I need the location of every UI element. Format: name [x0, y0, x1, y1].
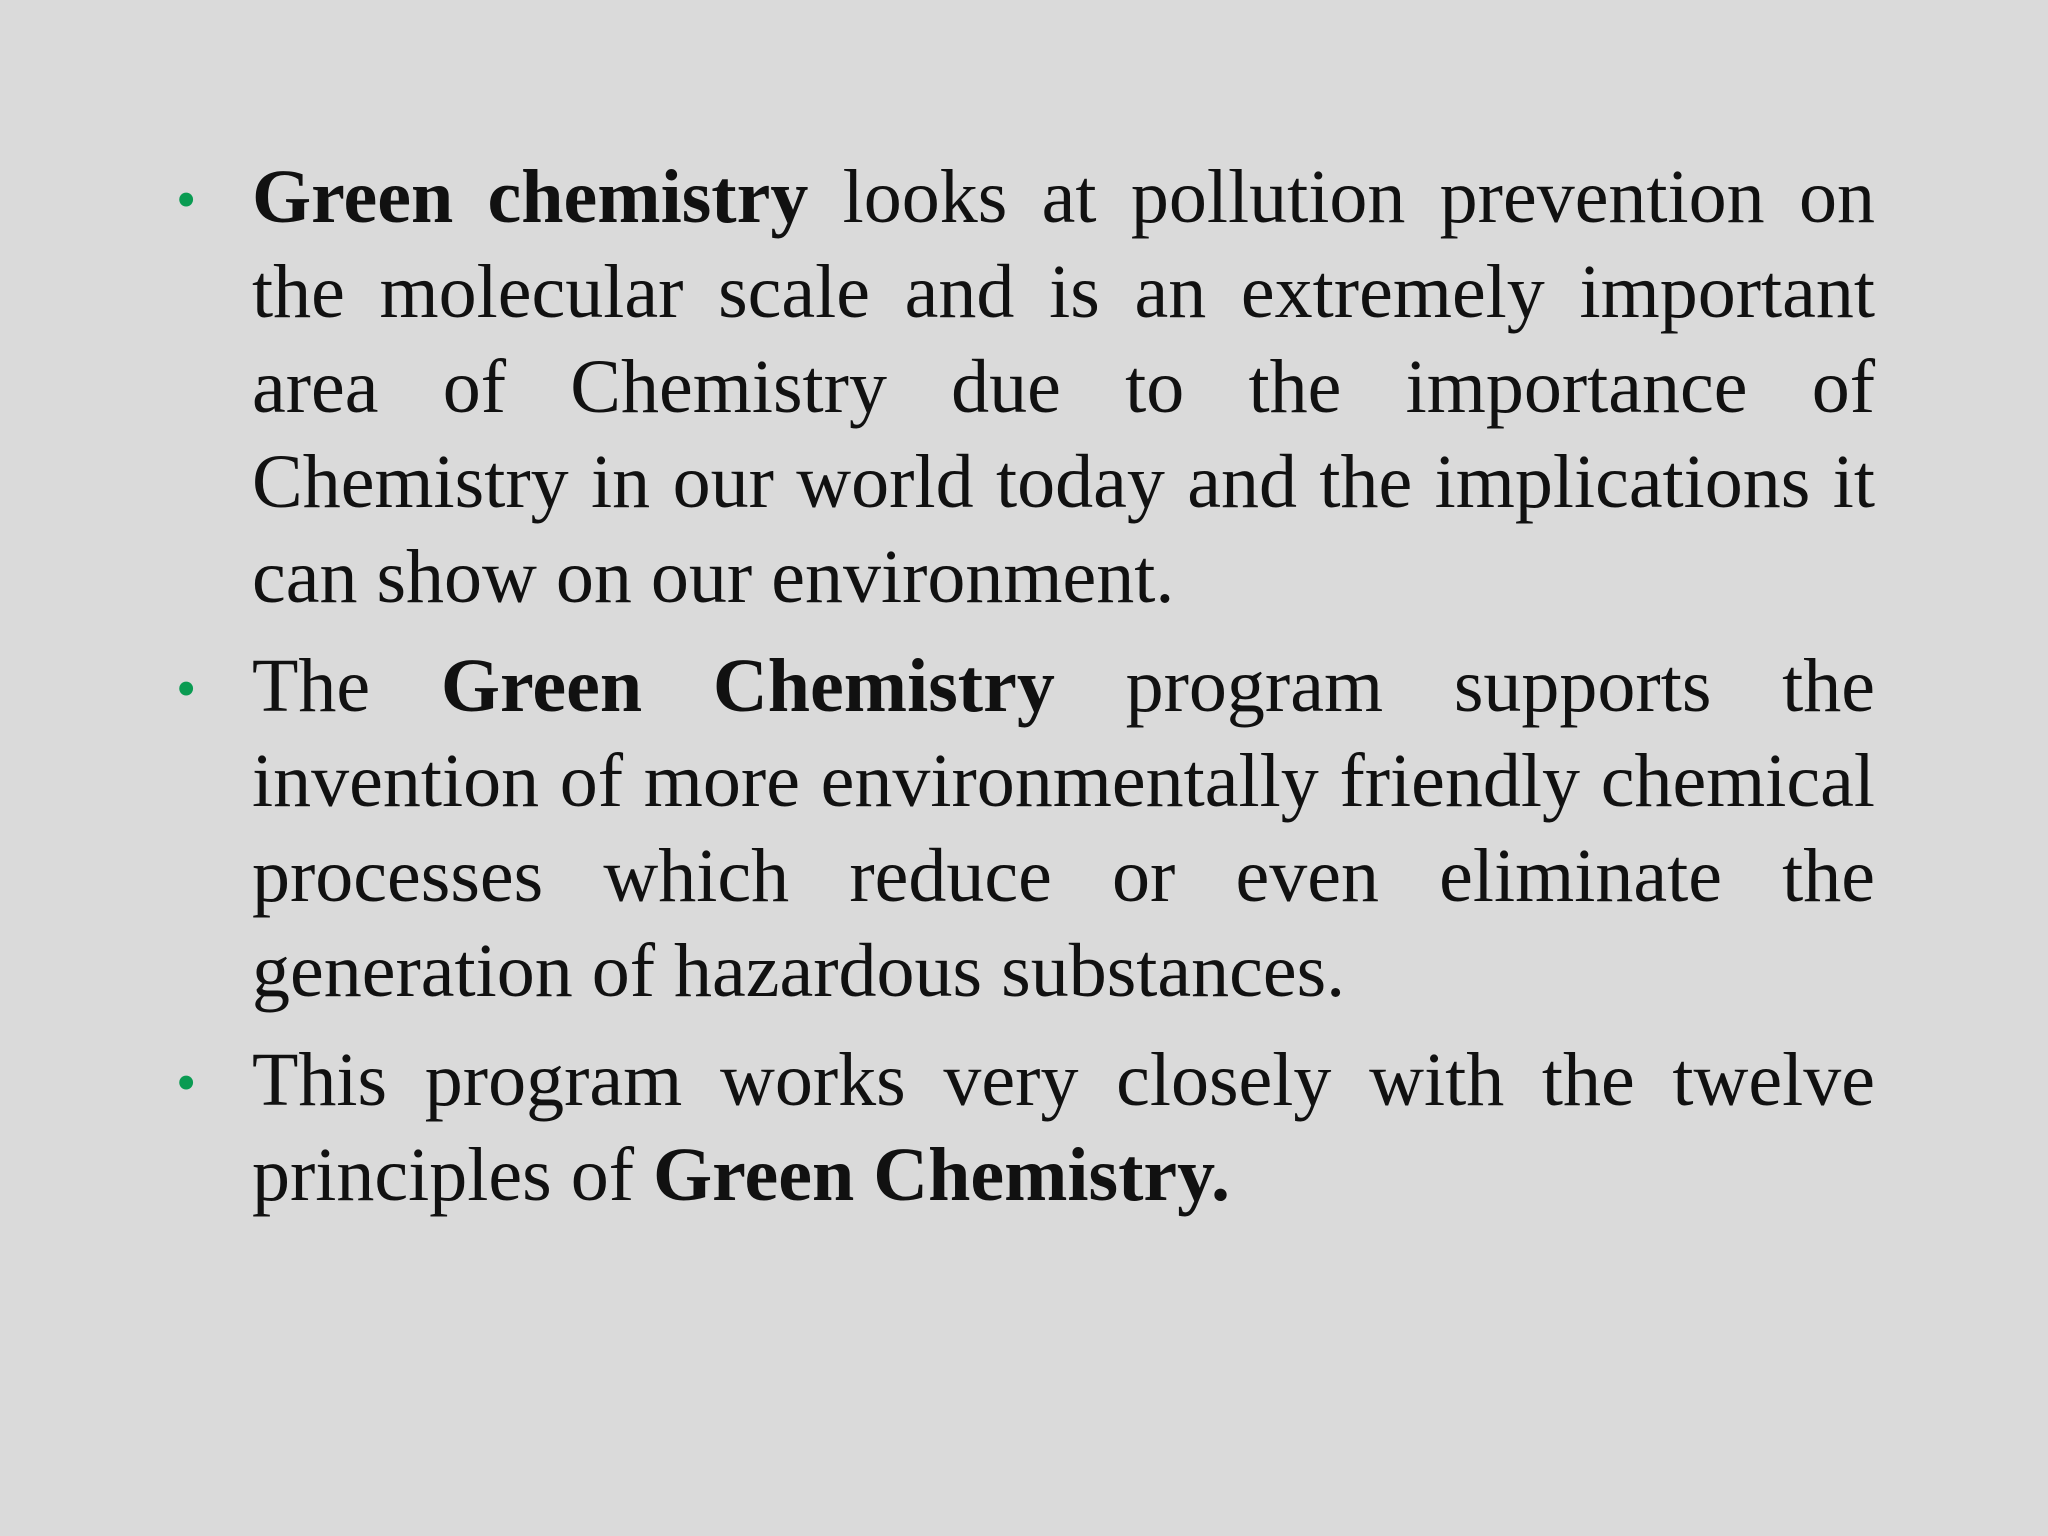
bullet-dot-icon: •	[176, 167, 197, 232]
bullet-3-bold-term: Green Chemistry.	[653, 1133, 1230, 1217]
bullet-2-bold-term: Green Chemistry	[440, 644, 1055, 728]
bullet-1-bold-term: Green chemistry	[252, 155, 809, 239]
bullet-item-2	[170, 639, 1875, 1019]
bullet-1-text: looks at pollution prevention on the molecular scale and is an extremely important area of Chemistry due to the importance of Chemistry in our world today and the implications it can show on our environment.	[252, 155, 1875, 619]
bullet-item-3	[170, 1033, 1875, 1223]
bullet-dot-icon: •	[176, 1050, 197, 1115]
bullet-list	[170, 150, 1875, 1237]
bullet-dot-icon: •	[176, 656, 197, 721]
bullet-item-1	[170, 150, 1875, 625]
bullet-2-text-start: The	[252, 644, 441, 728]
bullet-3-text: This program works very closely with the twelve principles of	[252, 1038, 1875, 1217]
bullet-2-text-end: program supports the invention of more environmentally friendly chemical processes which reduce or even eliminate the generation of hazardous substances.	[252, 644, 1876, 1013]
